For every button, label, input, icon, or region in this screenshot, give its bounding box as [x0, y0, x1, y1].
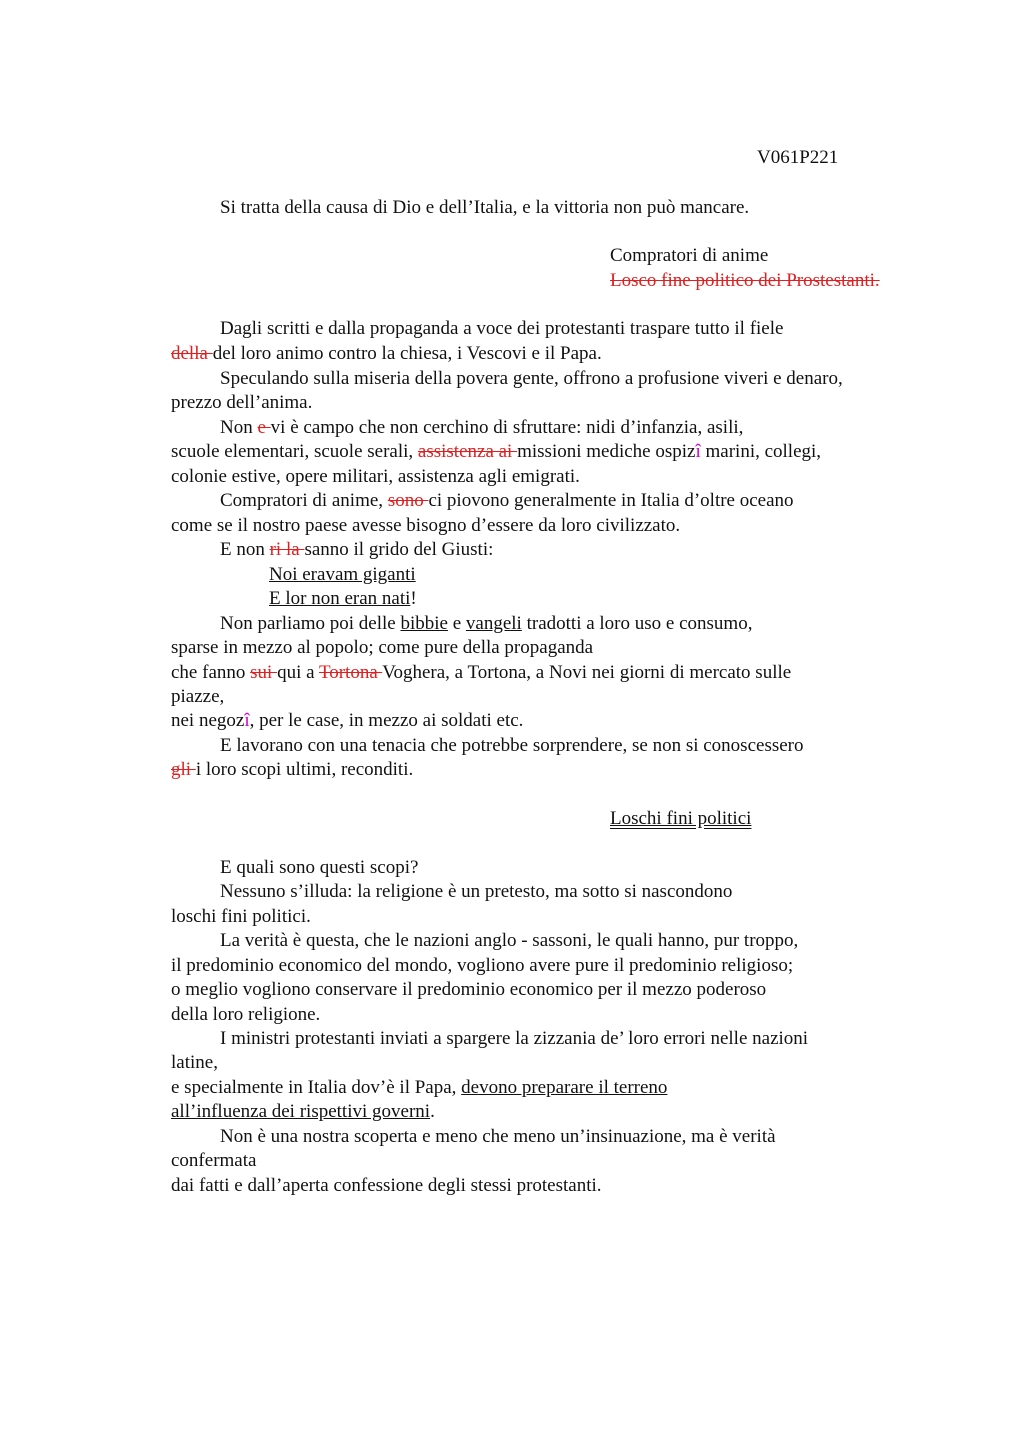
text-line [220, 196, 749, 220]
text-line [171, 758, 413, 782]
text-line [220, 538, 493, 562]
text-line [171, 1174, 602, 1198]
underlined-text: bibbie [400, 613, 448, 634]
text-segment: della loro religione. [171, 1004, 321, 1025]
text-segment: nei negoz [171, 710, 245, 731]
text-line [220, 856, 418, 880]
text-segment: come se il nostro paese avesse bisogno d’essere da loro civilizzato. [171, 515, 681, 536]
text-segment: E quali sono questi scopi? [220, 857, 419, 878]
accent-mark: î [695, 441, 701, 462]
text-line [171, 1051, 218, 1075]
text-line [171, 1076, 667, 1100]
text-segment: latine, [171, 1052, 218, 1073]
text-line [171, 342, 602, 366]
text-segment: e [447, 613, 466, 634]
text-line [610, 807, 751, 831]
text-line [171, 391, 312, 415]
text-segment: prezzo dell’anima. [171, 392, 313, 413]
text-segment: il predominio economico del mondo, vogliono avere pure il predominio religioso; [171, 955, 794, 976]
text-segment: Nessuno s’illuda: la religione è un pretesto, ma sotto si nascondono [220, 881, 733, 902]
text-line [171, 514, 680, 538]
text-line [610, 244, 768, 268]
text-segment: Si tratta della causa di Dio e dell’Italia, e la vittoria non può mancare. [220, 197, 750, 218]
text-segment: Voghera, a Tortona, a Novi nei giorni di mercato sulle [382, 662, 792, 683]
text-segment: Compratori di anime [610, 245, 769, 266]
text-line [220, 1027, 808, 1051]
text-segment: che fanno [171, 662, 251, 683]
text-line [171, 905, 311, 929]
text-line [269, 587, 417, 611]
text-segment: ci piovono generalmente in Italia d’oltre oceano [428, 490, 794, 511]
text-line [220, 929, 798, 953]
text-segment: Non è una nostra scoperta e meno che meno un’insinuazione, ma è verità [220, 1126, 776, 1147]
underlined-text: E lor non eran nati [269, 588, 411, 609]
text-segment: . [430, 1101, 435, 1122]
text-line [171, 1149, 256, 1173]
text-segment: i loro scopi ultimi, reconditi. [195, 759, 414, 780]
text-segment: Non [220, 417, 258, 438]
text-segment: dai fatti e dall’aperta confessione degli stessi protestanti. [171, 1175, 602, 1196]
text-line [171, 465, 580, 489]
text-segment: Non parliamo poi delle [220, 613, 401, 634]
text-line [220, 416, 743, 440]
text-segment: ! [410, 588, 417, 609]
deleted-text: e [257, 417, 271, 438]
text-segment: Speculando sulla miseria della povera gente, offrono a profusione viveri e denaro, [220, 368, 843, 389]
text-segment: I ministri protestanti inviati a spargere la zizzania de’ loro errori nelle nazioni [220, 1028, 809, 1049]
text-segment: piazze, [171, 686, 225, 707]
accent-mark: î [244, 710, 250, 731]
underlined-text: devono preparare il terreno [461, 1077, 668, 1098]
text-line [171, 1100, 435, 1124]
text-segment: E lavorano con una tenacia che potrebbe sorprendere, se non si conoscessero [220, 735, 804, 756]
deleted-text: Tortona [318, 662, 383, 683]
text-line [220, 880, 732, 904]
text-line [220, 367, 843, 391]
text-line [220, 317, 783, 341]
text-segment: tradotti a loro uso e consumo, [521, 613, 753, 634]
text-segment: qui a [277, 662, 319, 683]
text-segment: Dagli scritti e dalla propaganda a voce dei protestanti traspare tutto il fiele [220, 318, 784, 339]
text-segment: E non [220, 539, 270, 560]
text-line [171, 440, 821, 464]
deleted-text: sui [250, 662, 278, 683]
underlined-text: Loschi fini politici [610, 808, 752, 829]
text-segment: vi è campo che non cerchino di sfruttare: nidi d’infanzia, asili, [270, 417, 744, 438]
text-line [269, 563, 416, 587]
text-line [171, 709, 523, 733]
text-line [171, 685, 224, 709]
text-segment: sparse in mezzo al popolo; come pure della propaganda [171, 637, 594, 658]
text-line [220, 489, 794, 513]
text-segment: confermata [171, 1150, 257, 1171]
underlined-text: Noi eravam giganti [269, 564, 416, 585]
text-line [171, 978, 766, 1002]
deleted-text: della [171, 343, 213, 364]
text-segment: loschi fini politici. [171, 906, 311, 927]
deleted-text: Losco fine politico dei Prostestanti. [610, 270, 880, 291]
text-segment: e specialmente in Italia dov’è il Papa, [171, 1077, 462, 1098]
text-line [171, 636, 593, 660]
text-segment: Compratori di anime, [220, 490, 388, 511]
text-segment: marini, collegi, [700, 441, 822, 462]
text-segment: La verità è questa, che le nazioni anglo - sassoni, le quali hanno, pur troppo, [220, 930, 799, 951]
text-segment: o meglio vogliono conservare il predominio economico per il mezzo poderoso [171, 979, 767, 1000]
text-segment: scuole elementari, scuole serali, [171, 441, 418, 462]
underlined-text: vangeli [465, 613, 522, 634]
text-segment: del loro animo contro la chiesa, i Vescovi e il Papa. [212, 343, 602, 364]
text-segment: colonie estive, opere militari, assistenza agli emigrati. [171, 466, 580, 487]
text-line [220, 1125, 776, 1149]
text-line [610, 269, 880, 293]
deleted-text: sono [387, 490, 429, 511]
deleted-text: ri la [269, 539, 305, 560]
text-line [171, 954, 793, 978]
text-line [171, 1003, 320, 1027]
text-line [220, 734, 804, 758]
text-segment: sanno il grido del Giusti: [304, 539, 494, 560]
document-code: V061P221 [757, 147, 839, 168]
text-segment: , per le case, in mezzo ai soldati etc. [249, 710, 524, 731]
underlined-text: all’influenza dei rispettivi governi [171, 1101, 431, 1122]
text-segment: missioni mediche ospiz [517, 441, 696, 462]
text-line [220, 612, 752, 636]
deleted-text: assistenza ai [417, 441, 518, 462]
text-line [171, 661, 791, 685]
deleted-text: gli [171, 759, 196, 780]
